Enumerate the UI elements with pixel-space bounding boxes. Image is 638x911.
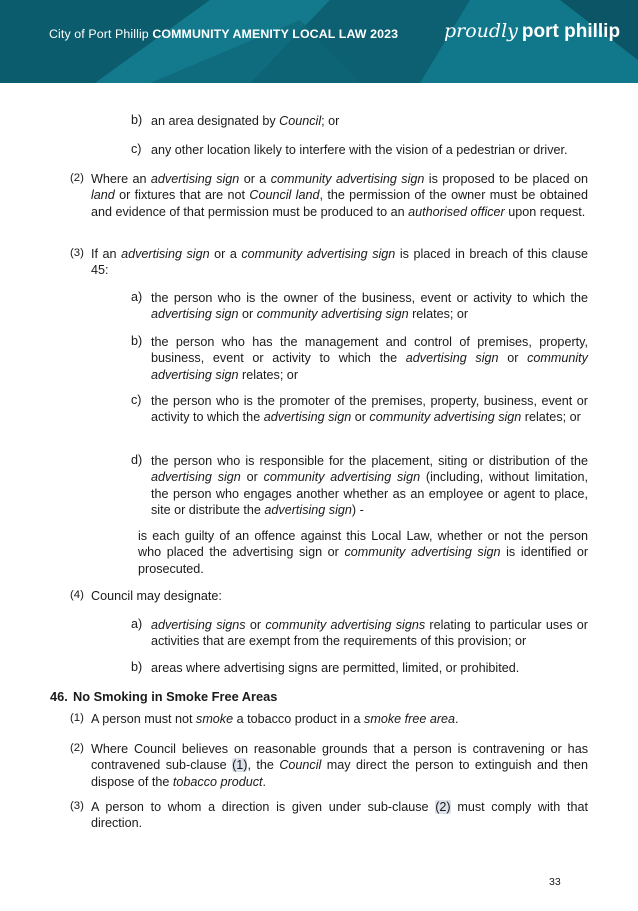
clause-paragraph: If an advertising sign or a community advertising sign is placed in breach of this clause 45: [91,247,588,278]
list-item: the person who is the promoter of the premises, property, business, event or activity to which the advertising sign or community advertising sign relates; or [151,394,588,425]
list-item: any other location likely to interfere with the vision of a pedestrian or driver. [151,143,568,157]
title-main: COMMUNITY AMENITY LOCAL LAW 2023 [152,27,399,41]
clause-number: (2) [70,172,84,184]
list-item: the person who is the owner of the business, event or activity to which the advertising sign or community advertising sign relates; or [151,291,588,322]
section-number: 46. [50,689,68,704]
clause-number: (3) [70,800,84,812]
council-logo [444,20,620,43]
clause-paragraph: A person to whom a direction is given under sub-clause (2) must comply with that direction. [91,800,588,831]
list-marker: a) [131,290,143,304]
list-marker: c) [131,393,142,407]
clause-paragraph: Where an advertising sign or a community advertising sign is proposed to be placed on land or fixtures that are not Council land, the permission of the owner must be obtained and evidence of that permission must be produced to an authorised officer upon request. [91,172,589,219]
cross-reference-link[interactable]: (2) [435,800,451,814]
section-heading: No Smoking in Smoke Free Areas [73,689,278,704]
cross-reference-link[interactable]: (1) [232,758,248,773]
list-item: advertising signs or community advertising signs relating to particular uses or activities that are exempt from the requirements of this provision; or [151,618,588,649]
list-marker: a) [131,617,143,631]
clause-number: (4) [70,589,84,601]
clause-number: (1) [70,712,84,724]
list-marker: c) [131,142,142,156]
clause-number: (3) [70,247,84,259]
clause-number: (2) [70,742,84,754]
page-header-banner [0,0,638,83]
list-item: an area designated by Council; or [151,114,340,128]
list-marker: b) [131,660,143,674]
clause-paragraph: Council may designate: [91,589,222,603]
list-item: the person who is responsible for the placement, siting or distribution of the advertising sign or community advertising sign (including, without limitation, the person who engages another whether as an employee or agent to place, site or distribute the advertising sign) - [151,454,589,517]
list-marker: b) [131,334,143,348]
clause-conclusion: is each guilty of an offence against this Local Law, whether or not the person who placed the advertising sign or community advertising sign is identified or prosecuted. [138,529,589,576]
page-number: 33 [549,876,561,888]
list-marker: d) [131,453,143,467]
logo-script-text: proudly [444,20,518,42]
title-prefix: City of Port Phillip [49,27,149,41]
clause-paragraph: Where Council believes on reasonable grounds that a person is contravening or has contravened sub-clause (1), the Council may direct the person to extinguish and then dispose of the tobacco product. [91,742,588,789]
list-item: areas where advertising signs are permitted, limited, or prohibited. [151,661,520,675]
document-title [49,27,398,41]
list-marker: b) [131,113,143,127]
clause-paragraph: A person must not smoke a tobacco product in a smoke free area. [91,712,459,726]
list-item: the person who has the management and control of premises, property, business, event or activity to which the advertising sign or community advertising sign relates; or [151,335,588,382]
logo-brand-text: port phillip [521,21,621,42]
